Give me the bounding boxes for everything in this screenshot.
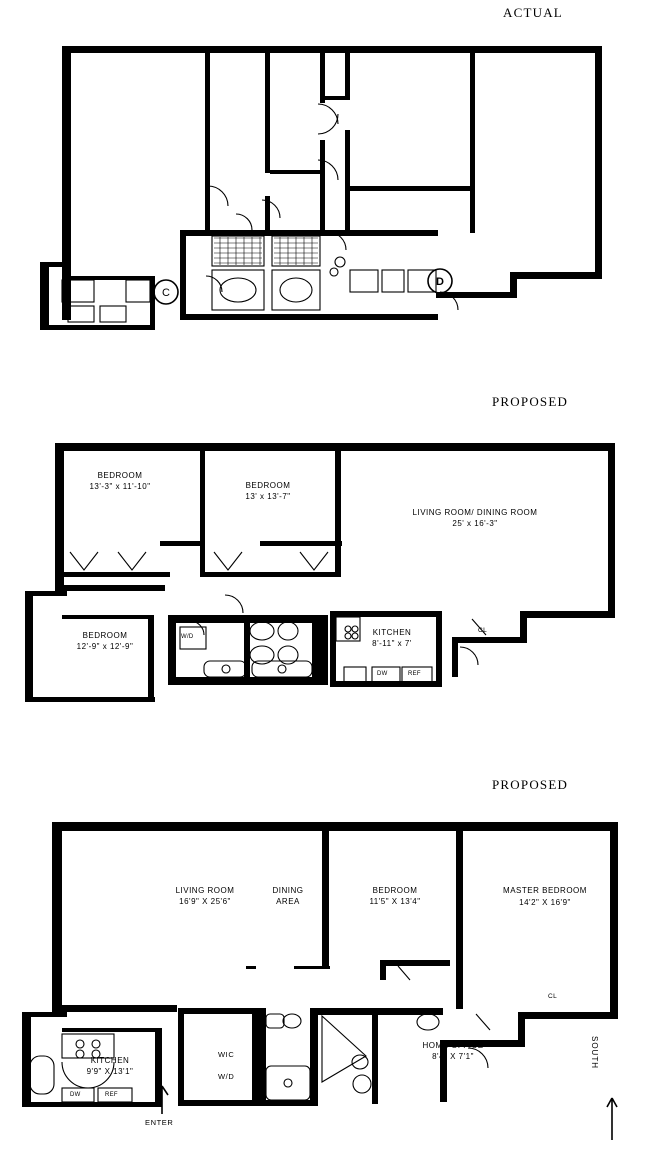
closet-label-1: CL [70,572,80,579]
room-living-dining: LIVING ROOM/ DINING ROOM 25' x 16'-3" [412,508,538,528]
section-title-proposed-1: PROPOSED [492,394,569,409]
plan-actual [0,0,667,360]
room-kitchen: KITCHEN 9'9" X 13'1" [86,1056,134,1076]
room-master-bedroom: MASTER BEDROOM 14'2" X 16'9" [503,886,587,907]
room-kitchen: KITCHEN 8'-11" x 7' [372,628,412,648]
dishwasher-label: DW [377,671,388,677]
closet-label-2: CL [548,993,558,1000]
room-bedroom-3: BEDROOM 12'-9" x 12'-9" [76,631,134,651]
washer-dryer-label: W/D [181,634,194,640]
room-dining-area: DINING AREA [272,886,304,906]
south-label: SOUTH [590,1036,599,1069]
closet-label-2: CL [120,572,130,579]
section-title-actual: ACTUAL [503,5,563,20]
svg-text:C: C [162,287,170,299]
section-title-proposed-2: PROPOSED [492,777,569,792]
walk-in-closet-label: WIC [218,1050,235,1059]
plan-actual-drawing [0,0,667,360]
closet-label-3: CL [226,572,236,579]
washer-dryer-label: W/D [218,1072,235,1081]
room-bedroom: BEDROOM 11'5" X 13'4" [369,886,421,906]
refrigerator-label: REF [105,1092,118,1098]
room-bedroom-1: BEDROOM 13'-3" x 11'-10" [89,471,151,491]
plan-proposed-2-drawing [0,800,667,1159]
plan-proposed-1-drawing [0,415,667,735]
room-home-office: HOME OFFICE 8'4" X 7'1" [422,1041,484,1061]
closet-label-4: CL [312,572,322,579]
dishwasher-label: DW [70,1092,81,1098]
svg-text:D: D [436,276,444,288]
refrigerator-label: REF [408,671,421,677]
room-living-room: LIVING ROOM 16'9" X 25'6" [175,886,235,906]
room-bedroom-2: BEDROOM 13' x 13'-7" [245,481,291,501]
closet-label-1: CL [420,960,430,967]
plan-proposed-1 [0,415,667,735]
enter-label: ENTER [145,1118,174,1127]
closet-label-5: CL [478,627,488,634]
plan-proposed-2 [0,800,667,1159]
